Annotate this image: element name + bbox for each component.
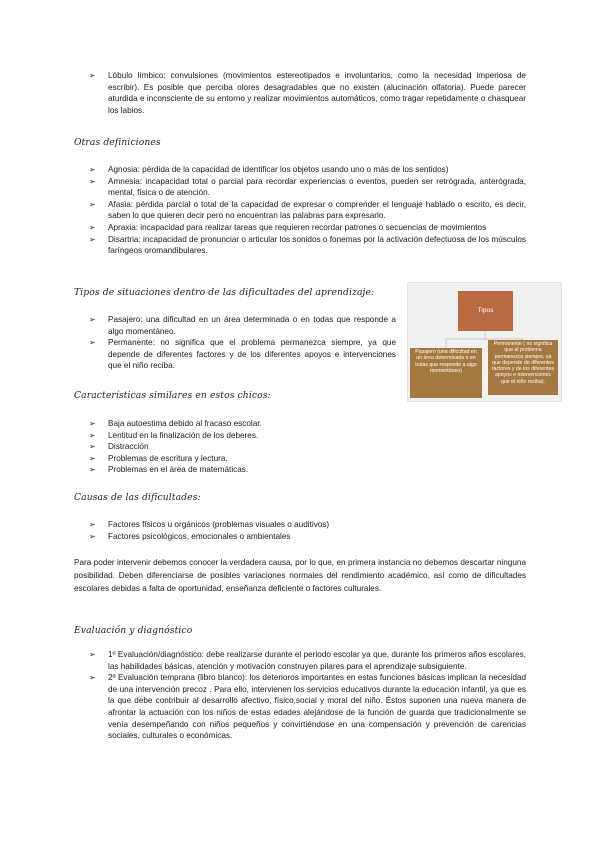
list-item: ➢ Disartria: incapacidad de pronunciar o articular los sonidos o fonemas por la activación defectuosa de los músculos faríngeos oromandibulares. [89, 234, 526, 256]
arrow-bullet-icon: ➢ [89, 419, 96, 428]
list-item: ➢ Problemas de escritura y lectura. [89, 453, 228, 463]
list-item: ➢ Factores físicos u orgánicos (problemas visuales o auditivos) [89, 520, 330, 529]
diagram-node-tipos: Tipos [458, 291, 513, 331]
arrow-bullet-icon: ➢ [89, 465, 96, 475]
list-item: ➢ 2º Evaluación temprana (libro blanco): los deterioros importantes en estas funciones básicas implican la necesidad de una intervención precoz . Para ello, intervienen los servicios educativos durante la educación infantil, ya que es la que debe contribuir al desarrollo afectivo, físico,social y moral del niño. Éstos suponen una nueva manera de afrontar la actuación con los niños de estas edades alejándose de la función de guarda que tradicionalmente se venía desempeñando con niños pequeños y convirtiéndose en una compensación y prevención de carencias sociales, culturales o económicas. [89, 673, 526, 741]
list-item: ➢ Lentitud en la finalización de los deberes. [89, 430, 259, 440]
list-item: ➢ Apraxia: incapacidad para realizar tareas que requieren recordar patrones o secuencias de movimientos [89, 222, 487, 232]
arrow-bullet-icon: ➢ [89, 531, 96, 541]
list-item: ➢ Agnosia: pérdida de la capacidad de identificar los objetos usando uno o más de los sentidos) [89, 165, 449, 174]
list-item: ➢ Pasajero: una dificultad en un área determinada o en todas que responde a algo momentáneo. [89, 315, 396, 336]
causas-list [82, 519, 526, 542]
arrow-bullet-icon: ➢ [89, 176, 96, 186]
caracteristicas-list [82, 418, 526, 476]
list-item: ➢ Permanente: no significa que el problema permanezca siempre, ya que depende de diferentes factores y de los diferentes apoyos e intervenciones que el niño reciba. [89, 338, 396, 371]
list-item: ➢ Problemas en el área de matemáticas. [89, 465, 249, 475]
section-title-causas: Causas de las dificultades: [74, 492, 201, 503]
section-title-evaluacion: Evaluación y diagnóstico [74, 625, 193, 636]
tipos-diagram [407, 282, 562, 402]
list-item: ➢ Afasia: pérdida parcial o total de la capacidad de expresar o comprender el lenguaje hablado o escrito, es decir, saben lo que quieren decir pero no encuentran las palabras para expresarlo. [89, 199, 526, 221]
arrow-bullet-icon: ➢ [89, 453, 96, 463]
arrow-bullet-icon: ➢ [89, 650, 96, 659]
arrow-bullet-icon: ➢ [89, 165, 96, 174]
arrow-bullet-icon: ➢ [89, 673, 96, 683]
definitions-list [82, 164, 526, 257]
arrow-bullet-icon: ➢ [89, 442, 96, 452]
arrow-bullet-icon: ➢ [89, 222, 96, 232]
evaluacion-list [82, 649, 526, 742]
arrow-bullet-icon: ➢ [89, 430, 96, 440]
section-title-caracteristicas: Características similares en estos chicos: [74, 390, 271, 401]
arrow-bullet-icon: ➢ [89, 71, 96, 80]
list-item: ➢ Distracción [89, 442, 149, 452]
list-item: ➢ Amnesia: incapacidad total o parcial para recordar experiencias o eventos, pueden ser retrógrada, anterógrada, mental, física o de atención. [89, 176, 526, 198]
list-item: ➢ 1º Evaluación/diagnóstico: debe realizarse durante el periodo escolar ya que, durante los primeros años escolares, las habilidades básicas, atención y motivación construyen pilares para el aprendizaje subsiguiente. [89, 650, 526, 671]
arrow-bullet-icon: ➢ [89, 315, 96, 324]
arrow-bullet-icon: ➢ [89, 338, 96, 348]
diagram-node-permanente: Permanente ( no significa que el problema permanezca siempre, ya que depende de diferentes factores y de los diferentes apoyos e intervenciones que el niño reciba). [488, 340, 558, 395]
arrow-bullet-icon: ➢ [89, 234, 96, 244]
arrow-bullet-icon: ➢ [89, 199, 96, 209]
tipos-list [82, 314, 396, 372]
list-item: ➢ Lóbulo límbico: convulsiones (movimientos estereotipados e involuntarios, como la necesidad imperiosa de escribir). Es posible que perciba olores desagradables que no existen (alucinación olfatoria). Puede parecer aturdida e inconsciente de su entorno y realizar movimientos automáticos, como tragar repetidamente o chasquear los labios. [89, 71, 526, 115]
list-item: ➢ Baja autoestima debido al fracaso escolar. [89, 419, 262, 428]
arrow-bullet-icon: ➢ [89, 520, 96, 529]
list-item: ➢ Factores psicológicos, emocionales o ambientales [89, 531, 291, 541]
limbic-bullet-list [82, 70, 526, 116]
section-title-tipos: Tipos de situaciones dentro de las dificultades del aprendizaje: [74, 287, 375, 298]
diagram-node-pasajero: Pasajero (una dificultad en un área determinada o en todas que responde a algo momentáneo) [410, 348, 482, 398]
section-title-otras-definiciones: Otras definiciones [74, 137, 161, 148]
causas-paragraph: Para poder intervenir debemos conocer la verdadera causa, por lo que, en primera instancia no debemos descartar ninguna posibilidad. Deben diferenciarse de posibles variaciones normales del rendimiento académico, así como de dificultades escolares debidas a falta de oportunidad, enseñanza deficiente o factores culturales. [74, 558, 526, 593]
